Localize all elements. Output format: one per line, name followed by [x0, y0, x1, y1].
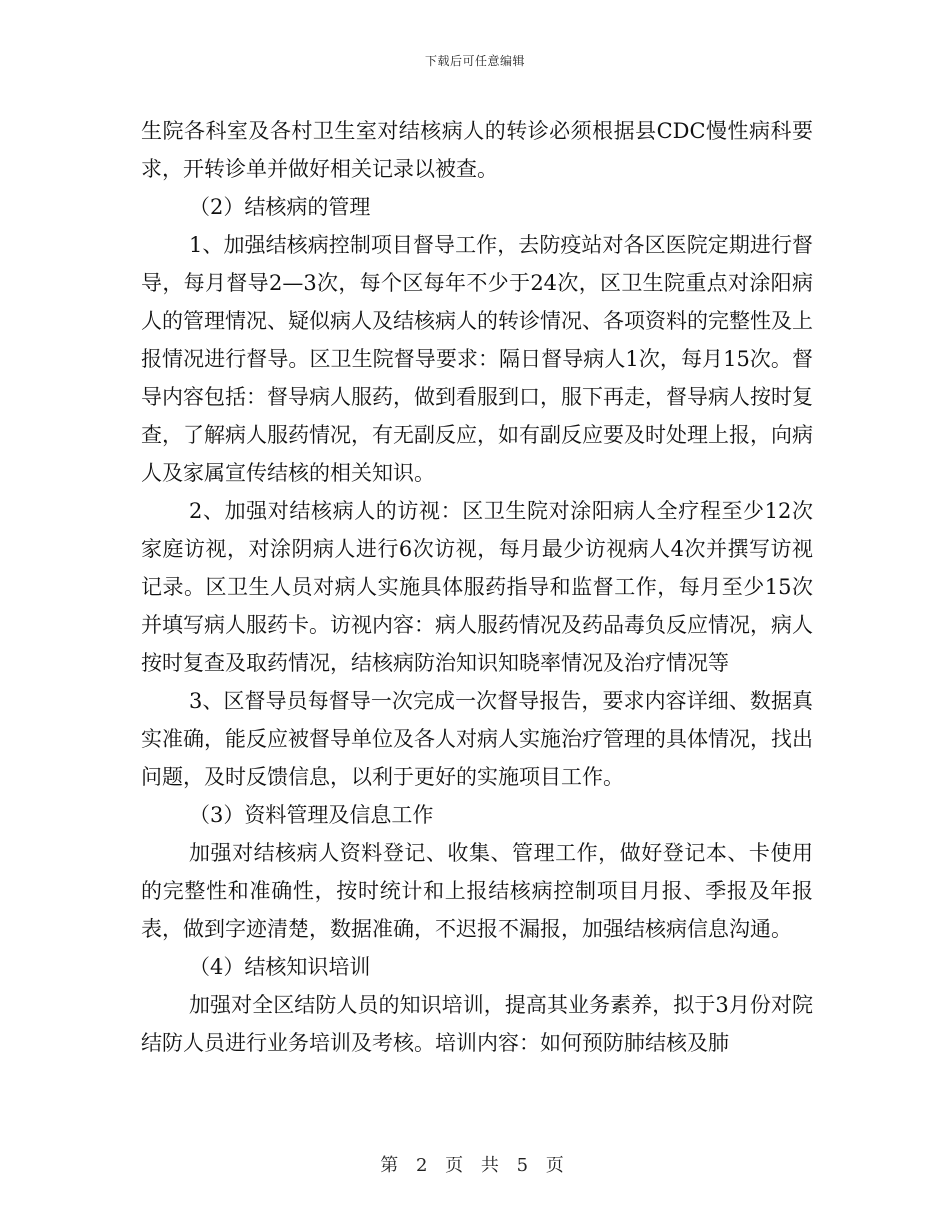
- paragraph-data-management: 加强对结核病人资料登记、收集、管理工作，做好登记本、卡使用的完整性和准确性，按时统计和上报结核病控制项目月报、季报及年报表，做到字迹清楚，数据准确，不迟报不漏报，加强结核病信息沟通。: [141, 841, 813, 941]
- paragraph-supervision-report: 3、区督导员每督导一次完成一次督导报告，要求内容详细、数据真实准确，能反应被督导单位及各人对病人实施治疗管理的具体情况，找出问题，及时反馈信息，以利于更好的实施项目工作。: [141, 689, 813, 789]
- paragraph-continuation: 生院各科室及各村卫生室对结核病人的转诊必须根据县CDC慢性病科要求，开转诊单并做好相关记录以被查。: [141, 119, 813, 181]
- paragraph-home-visits: 2、加强对结核病人的访视：区卫生院对涂阳病人全疗程至少12次家庭访视，对涂阴病人进行6次访视，每月最少访视病人4次并撰写访视记录。区卫生人员对病人实施具体服药指导和监督工作，每月至少15次并填写病人服药卡。访视内容：病人服药情况及药品毒负反应情况，病人按时复查及取药情况，结核病防治知识知晓率情况及治疗情况等: [141, 499, 813, 675]
- page-number: 第 2 页 共 5 页: [380, 1155, 570, 1176]
- section-heading-training: （4）结核知识培训: [189, 955, 371, 979]
- paragraph-supervision: 1、加强结核病控制项目督导工作，去防疫站对各区医院定期进行督导，每月督导2—3次，每个区每年不少于24次，区卫生院重点对涂阳病人的管理情况、疑似病人及结核病人的转诊情况、各项资料的完整性及上报情况进行督导。区卫生院督导要求：隔日督导病人1次，每月15次。督导内容包括：督导病人服药，做到看服到口，服下再走，督导病人按时复查，了解病人服药情况，有无副反应，如有副反应要及时处理上报，向病人及家属宣传结核的相关知识。: [141, 233, 813, 485]
- paragraph-training: 加强对全区结防人员的知识培训，提高其业务素养，拟于3月份对院结防人员进行业务培训及考核。培训内容：如何预防肺结核及肺: [141, 993, 813, 1055]
- document-body: [141, 112, 813, 1062]
- section-heading-data-management: （3）资料管理及信息工作: [189, 803, 434, 827]
- header-note: 下载后可任意编辑: [424, 54, 525, 68]
- section-heading-tb-management: （2）结核病的管理: [189, 195, 371, 219]
